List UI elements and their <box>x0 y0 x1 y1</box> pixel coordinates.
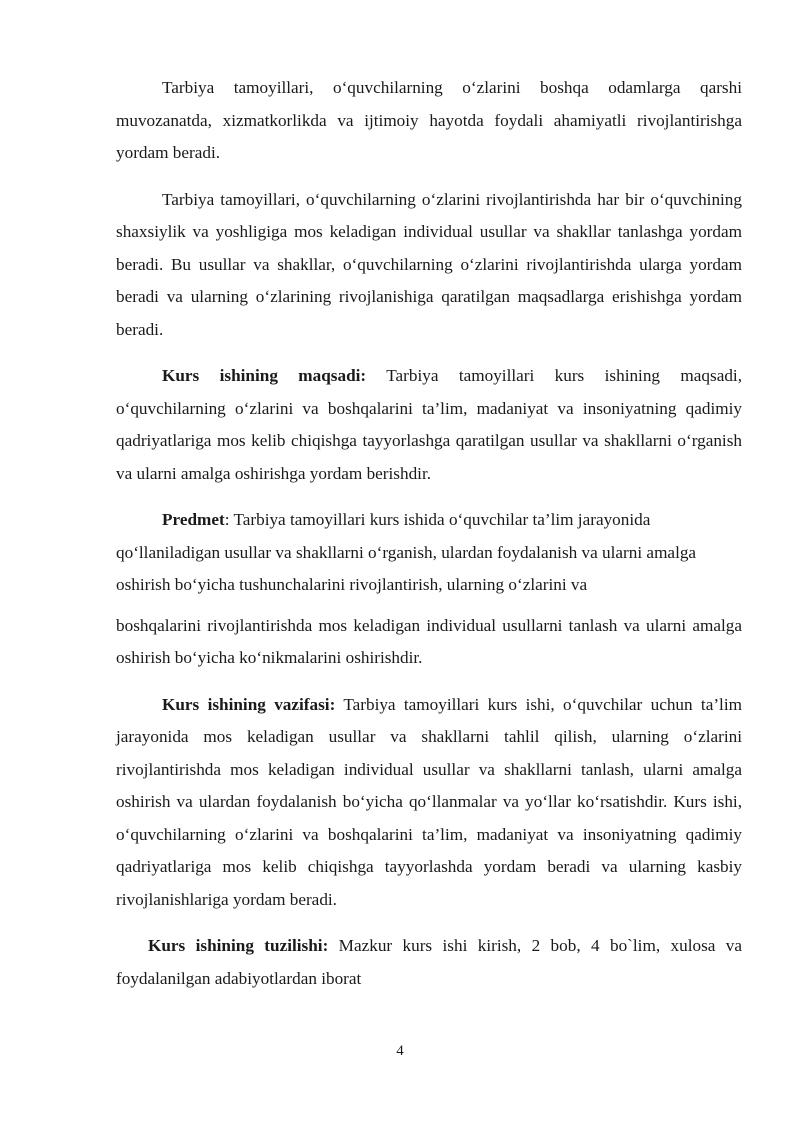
paragraph-individual-methods <box>116 184 742 347</box>
paragraph-text: boshqalarini rivojlantirishda mos keladigan individual usullarni tanlash va ularni amalga oshirish bo‘yicha ko‘nikmalarini oshirishdir. <box>116 615 742 667</box>
paragraph-course-tasks <box>116 689 742 917</box>
paragraph-text: Mazkur kurs ishi kirish, 2 bob, 4 bo`lim, xulosa va foydalanilgan adabiyotlardan iborat <box>116 936 742 988</box>
paragraph-subject-continued <box>116 610 742 675</box>
paragraph-text: Tarbiya tamoyillari, o‘quvchilarning o‘zlarini rivojlantirishda har bir o‘quvchining shaxsiylik va yoshligiga mos keladigan individual usullar va shakllar tanlashga yordam beradi. Bu usullar va shakllar, o‘quvchilarning o‘zlarini rivojlantirishda ularga yordam beradi va ularning o‘zlarining rivojlanishiga qaratilgan maqsadlarga erishishga yordam beradi. <box>116 189 742 339</box>
paragraph-subject <box>116 504 742 602</box>
paragraph-text: Tarbiya tamoyillari kurs ishi, o‘quvchilar uchun ta’lim jarayonida mos keladigan usullar va shakllarni tahlil qilish, ularning o‘zlarini rivojlantirishda mos keladigan individual usullar va shakllarni tanlash, ularni amalga oshirish va ulardan foydalanish bo‘yicha qo‘llanmalar va yo‘llar ko‘rsatishdir. Kurs ishi, o‘quvchilarning o‘zlarini va boshqalarini ta’lim, madaniyat va insoniyatning qadimiy qadriyatlariga mos kelib chiqishga tayyorlashda yordam beradi va ularning kasbiy rivojlanishlariga yordam beradi. <box>116 694 742 909</box>
paragraph-text: Tarbiya tamoyillari, o‘quvchilarning o‘zlarini boshqa odamlarga qarshi muvozanatda, xizmatkorlikda va ijtimoiy hayotda foydali ahamiyatli rivojlantirishga yordam beradi. <box>116 78 742 162</box>
paragraph-text: : Tarbiya tamoyillari kurs ishida o‘quvchilar ta’lim jarayonida qo‘llaniladigan usullar va shakllarni o‘rganish, ulardan foydalanish va ularni amalga oshirish bo‘yicha tushunchalarini rivojlantirish, ularning o‘zlarini va <box>116 510 697 594</box>
paragraph-text: Tarbiya tamoyillari kurs ishining maqsadi, o‘quvchilarning o‘zlarini va boshqalarini ta’lim, madaniyat va insoniyatning qadimiy qadriyatlariga mos kelib chiqishga tayyorlashga qaratilgan usullar va shakllarni o‘rganish va ularni amalga oshirishga yordam berishdir. <box>116 366 742 483</box>
document-page <box>116 72 742 1009</box>
paragraph-course-structure <box>116 930 742 995</box>
section-heading-tasks: Kurs ishining vazifasi: <box>162 694 336 714</box>
paragraph-course-goal <box>116 360 742 490</box>
paragraph-intro-balance <box>116 72 742 170</box>
page-number: 4 <box>396 1043 404 1059</box>
section-heading-subject: Predmet <box>162 510 225 529</box>
section-heading-goal: Kurs ishining maqsadi: <box>162 366 367 385</box>
section-heading-structure: Kurs ishining tuzilishi: <box>148 936 329 955</box>
